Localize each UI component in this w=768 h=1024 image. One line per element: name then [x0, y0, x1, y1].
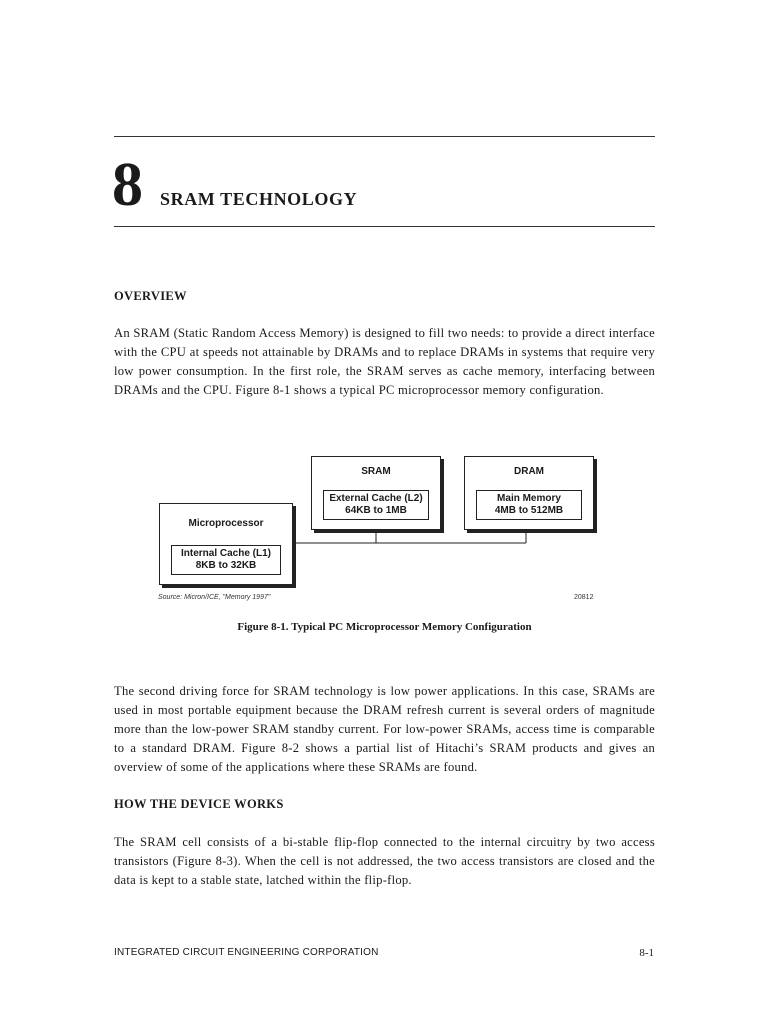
- figure-source: Source: Micron/ICE, "Memory 1997": [158, 594, 271, 601]
- overview-paragraph: An SRAM (Static Random Access Memory) is designed to fill two needs: to provide a direct interface with the CPU at speeds not attainable by DRAMs and to replace DRAMs in systems that require very low power consumption. In the first role, the SRAM serves as cache memory, interfacing between DRAMs and the CPU. Figure 8-1 shows a typical PC microprocessor memory configuration.: [114, 326, 655, 397]
- sram-label: SRAM: [361, 466, 391, 477]
- dram-label: DRAM: [514, 466, 544, 477]
- top-rule: [114, 136, 655, 137]
- overview-heading: OVERVIEW: [114, 289, 187, 303]
- title-rule: [114, 226, 655, 227]
- main-memory-label: Main Memory: [497, 493, 561, 504]
- main-memory-box: [476, 490, 582, 520]
- external-cache-label: External Cache (L2): [329, 493, 423, 504]
- main-memory-size: 4MB to 512MB: [494, 505, 564, 516]
- how-device-works-paragraph: The SRAM cell consists of a bi-stable flip-flop connected to the internal circuitry by two access transistors (Figure 8-3). When the cell is not addressed, the two access transistors are closed and the data is kept to a stable state, latched within the flip-flop.: [114, 835, 655, 887]
- internal-cache-label: Internal Cache (L1): [180, 548, 272, 559]
- figure-id: 20812: [574, 594, 594, 601]
- chapter-number: 8: [112, 151, 143, 219]
- chapter-title: SRAM TECHNOLOGY: [160, 189, 358, 209]
- microprocessor-box: [159, 503, 293, 585]
- page-number: 8-1: [639, 947, 654, 959]
- second-paragraph: The second driving force for SRAM technology is low power applications. In this case, SRAMs are used in most portable equipment because the DRAM refresh current is several orders of magnitude more than the low-power SRAM standby current. For low-power SRAMs, access time is comparable to a standard DRAM. Figure 8-2 shows a partial list of Hitachi’s SRAM products and gives an overview of some of the applications where these SRAMs are found.: [114, 684, 655, 774]
- sram-box: [311, 456, 441, 530]
- dram-box: [464, 456, 594, 530]
- figure-caption: Figure 8-1. Typical PC Microprocessor Memory Configuration: [237, 621, 532, 633]
- internal-cache-box: [171, 545, 281, 575]
- internal-cache-size: 8KB to 32KB: [195, 560, 257, 571]
- external-cache-size: 64KB to 1MB: [345, 505, 407, 516]
- how-device-works-heading: HOW THE DEVICE WORKS: [114, 797, 284, 811]
- footer-company: INTEGRATED CIRCUIT ENGINEERING CORPORATION: [114, 947, 379, 958]
- microprocessor-label: Microprocessor: [188, 518, 264, 529]
- external-cache-box: [323, 490, 429, 520]
